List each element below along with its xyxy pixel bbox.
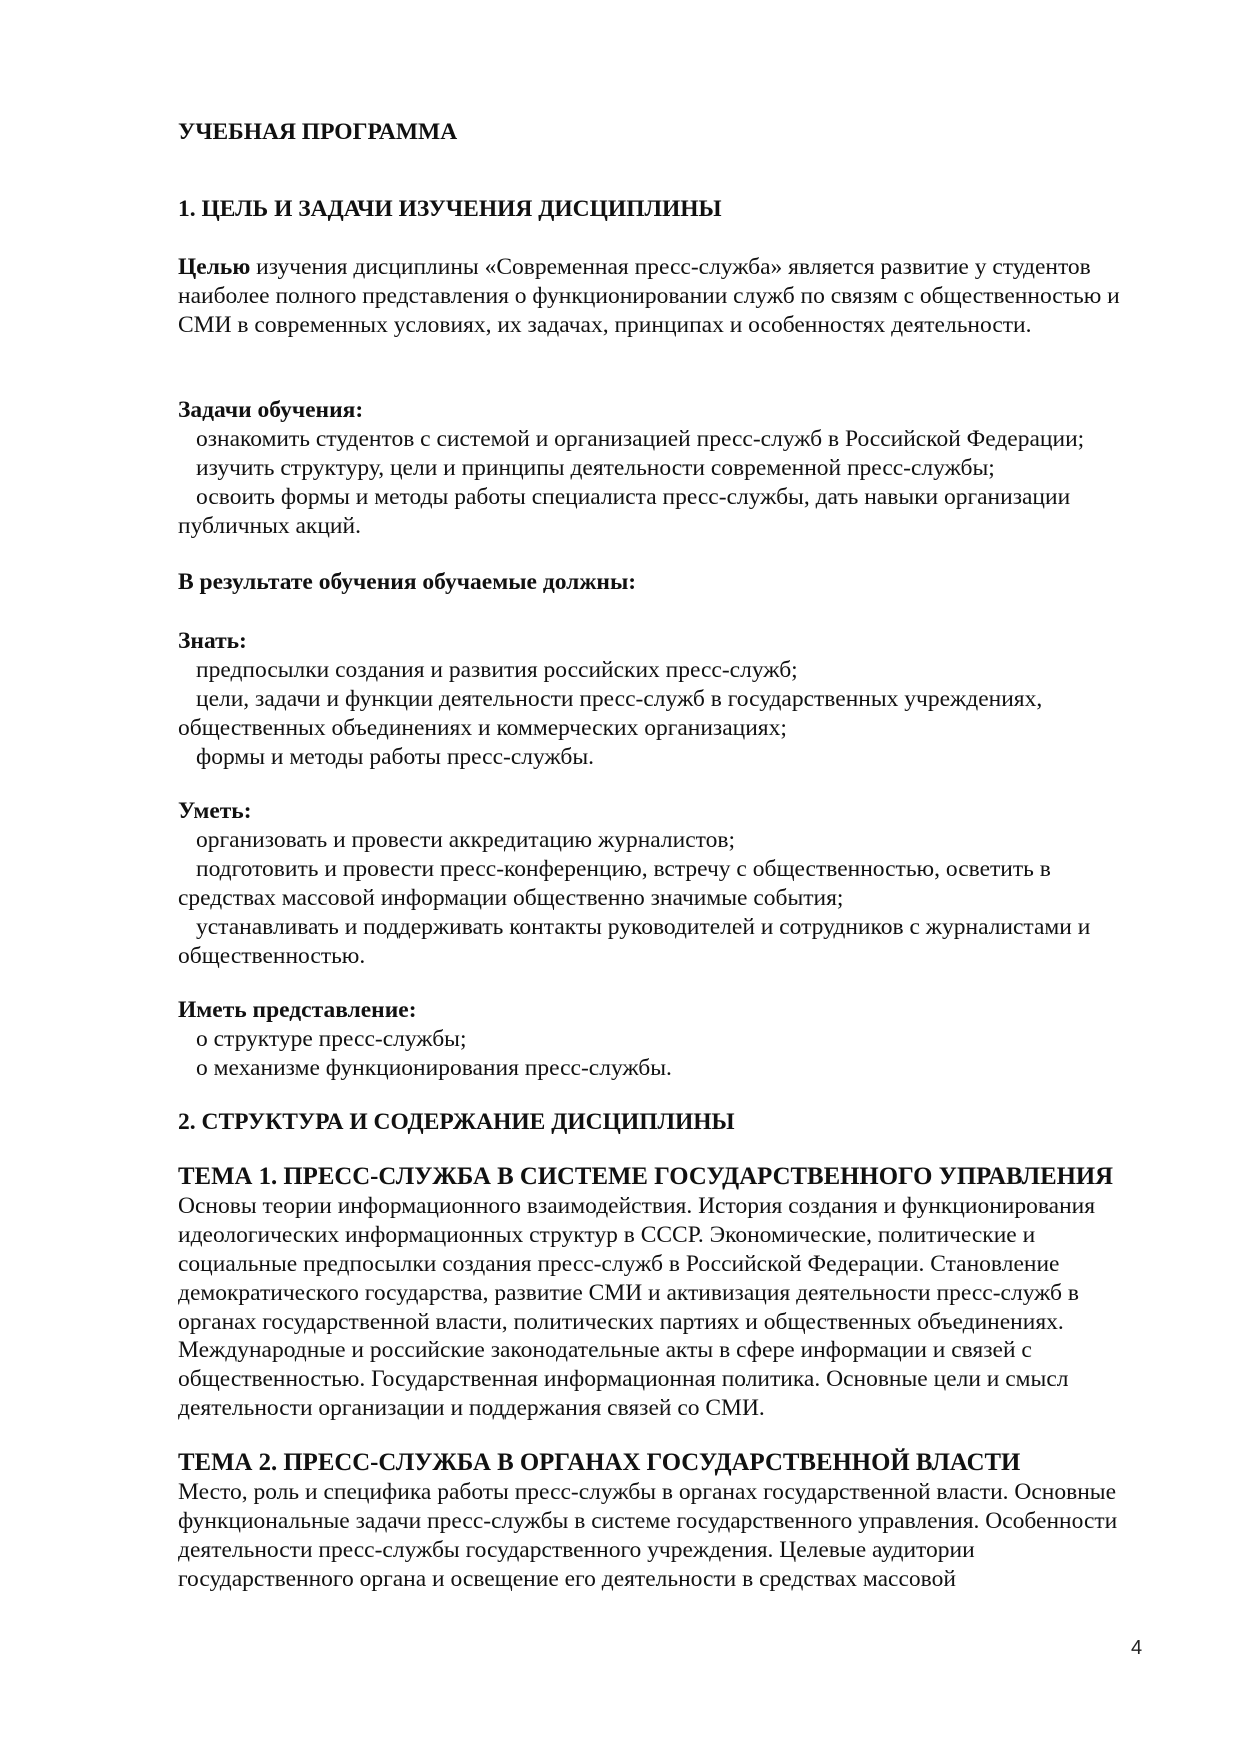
idea-heading: Иметь представление: bbox=[178, 997, 417, 1023]
tasks-block bbox=[178, 396, 1153, 541]
goal-label: Целью bbox=[178, 254, 251, 280]
know-heading: Знать: bbox=[178, 628, 247, 654]
list-item: подготовить и провести пресс-конференцию, встречу с общественностью, осветить в средствах массовой информации общественно значимые события; bbox=[178, 855, 1051, 911]
list-item: о структуре пресс-службы; bbox=[196, 1025, 467, 1052]
list-item: цели, задачи и функции деятельности пресс-служб в государственных учреждениях, общественных объединениях и коммерческих организациях; bbox=[178, 685, 1043, 741]
able-block bbox=[178, 797, 1153, 970]
list-item: предпосылки создания и развития российских пресс-служб; bbox=[196, 656, 798, 683]
topic-title: ТЕМА 1. ПРЕСС-СЛУЖБА В СИСТЕМЕ ГОСУДАРСТВЕННОГО УПРАВЛЕНИЯ bbox=[178, 1163, 1114, 1190]
document-title: УЧЕБНАЯ ПРОГРАММА bbox=[178, 119, 458, 145]
idea-block bbox=[178, 996, 1153, 1083]
section2-heading: 2. СТРУКТУРА И СОДЕРЖАНИЕ ДИСЦИПЛИНЫ bbox=[178, 1109, 735, 1135]
page-number: 4 bbox=[1131, 1637, 1143, 1659]
able-heading: Уметь: bbox=[178, 798, 252, 824]
topic-text: Место, роль и специфика работы пресс-службы в органах государственной власти. Основные функциональные задачи пресс-службы в системе государственного управления. Особенности деятельности пресс-службы государственного учреждения. Целевые аудитории государственного органа и освещение его деятельности в средствах массовой bbox=[178, 1478, 1118, 1592]
tasks-heading: Задачи обучения: bbox=[178, 397, 364, 423]
topic-2 bbox=[178, 1449, 1153, 1594]
topic-text: Основы теории информационного взаимодействия. История создания и функционирования идеологических информационных структур в СССР. Экономические, политические и социальные предпосылки создания пресс-служб в Российской Федерации. Становление демократического государства, развитие СМИ и активизация деятельности пресс-служб в органах государственной власти, политических партиях и общественных объединениях. Международные и российские законодательные акты в сфере информации и связей с общественностью. Государственная информационная политика. Основные цели и смысл деятельности организации и поддержания связей со СМИ. bbox=[178, 1192, 1096, 1422]
list-item: устанавливать и поддерживать контакты руководителей и сотрудников с журналистами и общественностью. bbox=[178, 913, 1091, 969]
list-item: о механизме функционирования пресс-службы. bbox=[196, 1054, 672, 1081]
list-item: формы и методы работы пресс-службы. bbox=[196, 743, 594, 770]
results-heading: В результате обучения обучаемые должны: bbox=[178, 569, 637, 595]
goal-text: изучения дисциплины «Современная пресс-служба» является развитие у студентов наиболее полного представления о функционировании служб по связям с общественностью и СМИ в современных условиях, их задачах, принципах и особенностях деятельности. bbox=[178, 254, 1120, 338]
list-item: изучить структуру, цели и принципы деятельности современной пресс-службы; bbox=[196, 454, 995, 481]
topic-title: ТЕМА 2. ПРЕСС-СЛУЖБА В ОРГАНАХ ГОСУДАРСТВЕННОЙ ВЛАСТИ bbox=[178, 1449, 1021, 1476]
topic-1 bbox=[178, 1163, 1153, 1423]
know-block bbox=[178, 627, 1153, 772]
goal-paragraph bbox=[178, 253, 1153, 340]
list-item: организовать и провести аккредитацию журналистов; bbox=[196, 826, 735, 853]
list-item: ознакомить студентов с системой и организацией пресс-служб в Российской Федерации; bbox=[196, 425, 1085, 452]
list-item: освоить формы и методы работы специалиста пресс-службы, дать навыки организации публичных акций. bbox=[178, 483, 1071, 539]
section1-heading: 1. ЦЕЛЬ И ЗАДАЧИ ИЗУЧЕНИЯ ДИСЦИПЛИНЫ bbox=[178, 196, 722, 222]
